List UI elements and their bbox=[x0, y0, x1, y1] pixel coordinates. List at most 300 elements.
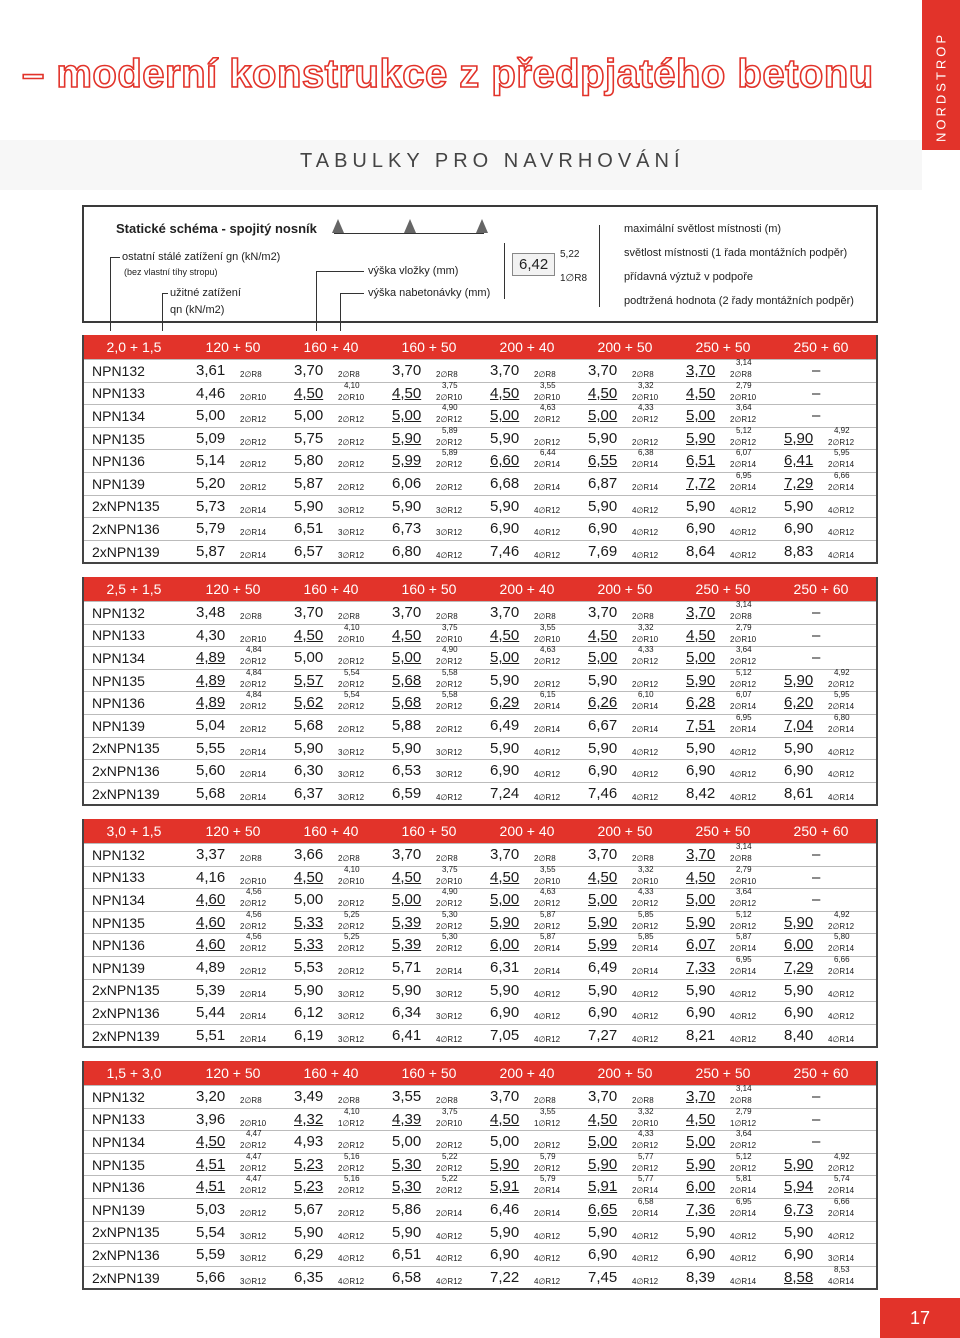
rebar-value: 2∅R12 bbox=[436, 702, 463, 712]
table-cell bbox=[576, 428, 674, 450]
rebar-value: 2∅R14 bbox=[730, 1186, 757, 1196]
panel-type: 2xNPN136 bbox=[92, 1246, 160, 1263]
span-value: 5,91 bbox=[490, 1178, 520, 1196]
span-value: 6,58 bbox=[392, 1268, 422, 1286]
max-span-value: 4,56 bbox=[246, 909, 262, 919]
span-value: 7,72 bbox=[686, 474, 716, 492]
span-value: 4,50 bbox=[588, 1110, 618, 1128]
table-cell bbox=[184, 844, 282, 866]
max-span-value: 3,14 bbox=[736, 1084, 752, 1093]
rebar-value: 2∅R10 bbox=[240, 392, 267, 402]
rebar-value: 2∅R12 bbox=[730, 415, 757, 425]
rebar-value: 3∅R12 bbox=[240, 1231, 267, 1241]
panel-type: 2xNPN135 bbox=[92, 1224, 160, 1241]
table-cell bbox=[478, 783, 576, 805]
span-value: 3,70 bbox=[686, 362, 716, 379]
rebar-value: 2∅R14 bbox=[828, 1208, 855, 1218]
span-value: 5,67 bbox=[294, 1200, 324, 1218]
max-span-value: 5,25 bbox=[344, 909, 360, 919]
panel-type: NPN136 bbox=[92, 937, 145, 954]
span-value: 3,70 bbox=[392, 846, 422, 863]
table-cell bbox=[772, 360, 870, 382]
rebar-value: 2∅R14 bbox=[828, 1186, 855, 1196]
rebar-value: 2∅R12 bbox=[730, 437, 757, 447]
span-value: 3,70 bbox=[490, 362, 520, 379]
table-cell bbox=[380, 934, 478, 956]
legend-dead-load: ostatní stálé zatížení gn (kN/m2) bbox=[122, 251, 281, 263]
max-span-value: 4,47 bbox=[246, 1174, 262, 1184]
rebar-value: 2∅R12 bbox=[436, 1141, 463, 1151]
table-cell bbox=[184, 1244, 282, 1266]
max-span-value: 5,85 bbox=[638, 932, 654, 942]
max-span-value: 3,75 bbox=[442, 864, 458, 874]
span-value: 5,90 bbox=[392, 1223, 422, 1241]
rebar-value: 2∅R12 bbox=[240, 1186, 267, 1196]
span-value: 6,90 bbox=[784, 1246, 814, 1264]
max-span-value: 3,75 bbox=[442, 1106, 458, 1116]
span-value: 5,90 bbox=[588, 981, 618, 999]
dash-value: – bbox=[812, 407, 821, 425]
table-section bbox=[82, 1061, 878, 1290]
max-span-value: 6,10 bbox=[638, 690, 654, 700]
rebar-value: 3∅R12 bbox=[338, 505, 365, 515]
legend-live-load: užitné zatížení bbox=[170, 287, 241, 299]
table-cell bbox=[380, 647, 478, 669]
max-span-value: 4,47 bbox=[246, 1151, 262, 1161]
span-value: 5,57 bbox=[294, 671, 324, 689]
span-value: 5,03 bbox=[196, 1200, 226, 1218]
panel-type: NPN139 bbox=[92, 1201, 145, 1218]
span-value: 6,06 bbox=[392, 474, 422, 492]
span-value: 6,90 bbox=[588, 520, 618, 538]
table-cell bbox=[772, 1244, 870, 1266]
span-value: 8,83 bbox=[784, 542, 814, 560]
column-header: 160 + 50 bbox=[401, 823, 457, 839]
legend-extra-rebar: přídavná výztuž v podpoře bbox=[624, 271, 754, 283]
rebar-value: 2∅R12 bbox=[730, 921, 757, 931]
span-value: 4,50 bbox=[490, 1110, 520, 1128]
table-cell bbox=[282, 380, 380, 405]
table-cell bbox=[184, 889, 282, 911]
table-cell bbox=[576, 670, 674, 692]
rebar-value: 3∅R12 bbox=[338, 770, 365, 780]
span-value: 4,89 bbox=[196, 671, 226, 689]
span-value: 6,19 bbox=[294, 1026, 324, 1044]
table-cell bbox=[380, 1002, 478, 1024]
table-cell bbox=[772, 980, 870, 1002]
table-cell bbox=[184, 667, 282, 692]
max-span-value: 5,79 bbox=[540, 1174, 556, 1184]
span-value: 6,53 bbox=[392, 762, 422, 780]
max-span-value: 4,63 bbox=[540, 403, 556, 413]
dash-value: – bbox=[812, 604, 821, 621]
table-row bbox=[84, 540, 876, 563]
table-cell bbox=[576, 909, 674, 934]
table-cell bbox=[184, 909, 282, 934]
span-value: 6,73 bbox=[784, 1200, 814, 1218]
rebar-value: 3∅R12 bbox=[436, 747, 463, 757]
table-cell bbox=[282, 1131, 380, 1153]
max-span-value: 5,81 bbox=[736, 1174, 752, 1184]
rebar-value: 2∅R12 bbox=[436, 437, 463, 447]
table-cell bbox=[772, 518, 870, 540]
span-value: 6,73 bbox=[392, 520, 422, 538]
rebar-value: 4∅R12 bbox=[534, 1231, 561, 1241]
rebar-value: 4∅R12 bbox=[730, 528, 757, 538]
span-value: 5,90 bbox=[784, 1223, 814, 1241]
rebar-value: 2∅R12 bbox=[436, 482, 463, 492]
table-cell bbox=[576, 715, 674, 737]
span-value: 5,90 bbox=[686, 981, 716, 999]
table-cell bbox=[576, 1222, 674, 1244]
table-cell bbox=[478, 738, 576, 760]
table-cell bbox=[674, 622, 772, 647]
rebar-value: 2∅R8 bbox=[338, 854, 360, 863]
table-section bbox=[82, 335, 878, 564]
span-value: 5,90 bbox=[392, 739, 422, 757]
rebar-value: 2∅R14 bbox=[240, 505, 267, 515]
table-cell bbox=[674, 667, 772, 692]
rebar-value: 4∅R12 bbox=[338, 1276, 365, 1286]
column-header: 200 + 40 bbox=[499, 339, 555, 355]
span-value: 6,46 bbox=[490, 1200, 520, 1218]
span-value: 4,39 bbox=[392, 1110, 422, 1128]
rebar-value: 4∅R12 bbox=[730, 792, 757, 802]
table-cell bbox=[576, 1002, 674, 1024]
table-cell bbox=[380, 980, 478, 1002]
table-row bbox=[84, 979, 876, 1002]
span-value: 4,50 bbox=[392, 626, 422, 644]
rebar-value: 1∅R12 bbox=[534, 1118, 561, 1128]
table-cell bbox=[380, 1086, 478, 1108]
table-cell bbox=[282, 783, 380, 805]
table-cell bbox=[674, 783, 772, 805]
rebar-value: 2∅R12 bbox=[338, 657, 365, 667]
column-header: 160 + 40 bbox=[303, 339, 359, 355]
rebar-value: 2∅R12 bbox=[436, 1186, 463, 1196]
span-value: 5,68 bbox=[196, 784, 226, 802]
max-span-value: 5,54 bbox=[344, 690, 360, 700]
table-cell bbox=[478, 844, 576, 866]
table-cell bbox=[772, 1086, 870, 1108]
rebar-value: 2∅R12 bbox=[534, 1141, 561, 1151]
rebar-value: 4∅R12 bbox=[534, 747, 561, 757]
span-value: 3,70 bbox=[686, 846, 716, 863]
table-cell bbox=[772, 783, 870, 805]
table-cell bbox=[772, 450, 870, 472]
rebar-value: 2∅R14 bbox=[240, 770, 267, 780]
rebar-value: 2∅R14 bbox=[730, 1208, 757, 1218]
max-span-value: 6,38 bbox=[638, 448, 654, 458]
span-value: 4,50 bbox=[294, 626, 324, 644]
span-value: 3,55 bbox=[392, 1088, 422, 1105]
table-cell bbox=[576, 1196, 674, 1221]
max-span-value: 2,79 bbox=[736, 1106, 752, 1116]
table-cell bbox=[380, 889, 478, 911]
table-cell bbox=[674, 380, 772, 405]
span-value: 5,59 bbox=[196, 1246, 226, 1264]
span-value: 7,36 bbox=[686, 1200, 716, 1218]
rebar-value: 3∅R12 bbox=[436, 528, 463, 538]
span-value: 5,88 bbox=[392, 716, 422, 734]
span-value: 5,62 bbox=[294, 694, 324, 712]
table-cell bbox=[478, 473, 576, 495]
rebar-value: 2∅R8 bbox=[534, 1096, 556, 1105]
span-value: 3,70 bbox=[588, 604, 618, 621]
table-cell bbox=[282, 622, 380, 647]
span-value: 4,50 bbox=[588, 384, 618, 402]
rebar-value: 2∅R8 bbox=[436, 854, 458, 863]
table-cell bbox=[674, 864, 772, 889]
max-span-value: 3,14 bbox=[736, 842, 752, 851]
span-value: 3,70 bbox=[490, 604, 520, 621]
panel-type: NPN136 bbox=[92, 695, 145, 712]
table-cell bbox=[282, 1176, 380, 1198]
column-header: 200 + 50 bbox=[597, 339, 653, 355]
column-header: 120 + 50 bbox=[205, 581, 261, 597]
span-value: 6,90 bbox=[588, 1246, 618, 1264]
rebar-value: 2∅R12 bbox=[436, 1163, 463, 1173]
column-header: 200 + 40 bbox=[499, 823, 555, 839]
table-cell bbox=[282, 518, 380, 540]
table-row bbox=[84, 782, 876, 805]
rebar-value: 2∅R14 bbox=[240, 528, 267, 538]
table-cell bbox=[478, 980, 576, 1002]
max-span-value: 4,84 bbox=[246, 645, 262, 655]
span-value: 5,90 bbox=[686, 1223, 716, 1241]
span-value: 3,70 bbox=[588, 1088, 618, 1105]
span-value: 6,90 bbox=[490, 1246, 520, 1264]
span-value: 6,20 bbox=[784, 694, 814, 712]
panel-type: 2xNPN136 bbox=[92, 520, 160, 537]
rebar-value: 2∅R14 bbox=[240, 1034, 267, 1044]
span-value: 3,70 bbox=[686, 604, 716, 621]
legend-span-one-row: světlost místnosti (1 řada montážních podpěr) bbox=[624, 247, 848, 259]
table-cell bbox=[674, 541, 772, 563]
span-value: 6,90 bbox=[686, 520, 716, 538]
rebar-value: 2∅R10 bbox=[240, 634, 267, 644]
table-cell bbox=[772, 954, 870, 979]
table-row bbox=[84, 359, 876, 382]
table-cell bbox=[576, 518, 674, 540]
rebar-value: 2∅R14 bbox=[534, 1186, 561, 1196]
table-cell bbox=[380, 602, 478, 624]
rebar-value: 2∅R14 bbox=[534, 702, 561, 712]
page-number: 17 bbox=[880, 1298, 960, 1338]
span-value: 6,90 bbox=[686, 1246, 716, 1264]
span-value: 5,90 bbox=[686, 913, 716, 931]
span-value: 4,89 bbox=[196, 694, 226, 712]
table-cell bbox=[674, 1267, 772, 1289]
table-cell bbox=[772, 867, 870, 889]
span-value: 5,90 bbox=[784, 1155, 814, 1173]
max-span-value: 5,58 bbox=[442, 690, 458, 700]
table-header bbox=[84, 819, 876, 843]
table-cell bbox=[674, 1025, 772, 1047]
table-cell bbox=[478, 647, 576, 669]
rebar-value: 2∅R12 bbox=[338, 702, 365, 712]
table-cell bbox=[576, 934, 674, 956]
span-value: 6,34 bbox=[392, 1004, 422, 1022]
span-value: 5,90 bbox=[588, 913, 618, 931]
rebar-value: 2∅R14 bbox=[436, 966, 463, 976]
span-value: 4,93 bbox=[294, 1133, 324, 1151]
max-span-value: 2,79 bbox=[736, 864, 752, 874]
panel-type: NPN132 bbox=[92, 362, 145, 379]
table-row bbox=[84, 669, 876, 692]
max-span-value: 6,95 bbox=[736, 470, 752, 480]
rebar-value: 2∅R14 bbox=[534, 1208, 561, 1218]
table-row bbox=[84, 1175, 876, 1198]
column-header: 250 + 60 bbox=[793, 581, 849, 597]
panel-type: 2xNPN135 bbox=[92, 498, 160, 515]
table-cell bbox=[184, 692, 282, 714]
table-cell bbox=[674, 1002, 772, 1024]
table-cell bbox=[282, 1025, 380, 1047]
span-value: 5,00 bbox=[490, 891, 520, 909]
rebar-value: 4∅R12 bbox=[534, 1276, 561, 1286]
table-cell bbox=[282, 889, 380, 911]
legend-line bbox=[340, 293, 364, 294]
rebar-value: 2∅R12 bbox=[240, 437, 267, 447]
rebar-value: 4∅R14 bbox=[730, 1276, 757, 1286]
span-value: 7,46 bbox=[490, 542, 520, 560]
rebar-value: 4∅R12 bbox=[828, 1012, 855, 1022]
table-cell bbox=[772, 647, 870, 669]
span-value: 4,50 bbox=[196, 1133, 226, 1151]
column-header: 250 + 60 bbox=[793, 823, 849, 839]
table-cell bbox=[184, 1025, 282, 1047]
table-cell bbox=[184, 760, 282, 782]
span-value: 3,70 bbox=[588, 362, 618, 379]
rebar-value: 4∅R14 bbox=[828, 1034, 855, 1044]
table-cell bbox=[380, 667, 478, 692]
rebar-value: 4∅R12 bbox=[828, 505, 855, 515]
dash-value: – bbox=[812, 362, 821, 379]
span-value: 3,61 bbox=[196, 362, 226, 379]
rebar-value: 2∅R10 bbox=[240, 1118, 267, 1128]
span-value: 5,73 bbox=[196, 497, 226, 515]
span-value: 5,00 bbox=[686, 1133, 716, 1151]
span-value: 5,00 bbox=[196, 407, 226, 425]
rebar-value: 4∅R12 bbox=[534, 528, 561, 538]
table-cell bbox=[772, 1151, 870, 1176]
rebar-value: 2∅R14 bbox=[828, 966, 855, 976]
support-triangle-icon bbox=[404, 219, 416, 233]
table-cell bbox=[576, 541, 674, 563]
column-header: 250 + 50 bbox=[695, 823, 751, 839]
rebar-value: 2∅R12 bbox=[338, 1186, 365, 1196]
table-cell bbox=[576, 1025, 674, 1047]
span-value: 5,90 bbox=[686, 1155, 716, 1173]
span-value: 5,90 bbox=[686, 739, 716, 757]
span-value: 5,20 bbox=[196, 474, 226, 492]
rebar-value: 2∅R10 bbox=[338, 876, 365, 886]
table-cell bbox=[478, 622, 576, 647]
rebar-value: 2∅R14 bbox=[828, 724, 855, 734]
span-value: 6,80 bbox=[392, 542, 422, 560]
table-cell bbox=[772, 1196, 870, 1221]
span-value: 5,00 bbox=[490, 649, 520, 667]
span-value: 4,60 bbox=[196, 913, 226, 931]
rebar-value: 2∅R12 bbox=[338, 415, 365, 425]
rebar-value: 2∅R10 bbox=[436, 392, 463, 402]
column-header: 250 + 50 bbox=[695, 581, 751, 597]
span-value: 5,90 bbox=[490, 497, 520, 515]
legend-topping-height: výška nabetonávky (mm) bbox=[368, 287, 491, 299]
max-span-value: 4,90 bbox=[442, 403, 458, 413]
rebar-value: 4∅R12 bbox=[632, 1231, 659, 1241]
span-value: 5,00 bbox=[294, 407, 324, 425]
table-cell bbox=[576, 622, 674, 647]
rebar-value: 2∅R10 bbox=[240, 876, 267, 886]
span-value: 4,60 bbox=[196, 891, 226, 909]
rebar-value: 4∅R12 bbox=[828, 747, 855, 757]
rebar-value: 2∅R8 bbox=[338, 370, 360, 379]
table-row bbox=[84, 888, 876, 911]
table-cell bbox=[478, 541, 576, 563]
rebar-value: 2∅R12 bbox=[240, 944, 267, 954]
table-cell bbox=[478, 450, 576, 472]
table-row bbox=[84, 624, 876, 647]
rebar-value: 4∅R12 bbox=[534, 770, 561, 780]
table-cell bbox=[772, 844, 870, 866]
column-header: 120 + 50 bbox=[205, 339, 261, 355]
max-span-value: 3,64 bbox=[736, 403, 752, 413]
table-cell bbox=[380, 380, 478, 405]
table-cell bbox=[576, 473, 674, 495]
table-cell bbox=[282, 1199, 380, 1221]
table-row bbox=[84, 1243, 876, 1266]
span-value: 3,70 bbox=[588, 846, 618, 863]
rebar-value: 2∅R12 bbox=[632, 1163, 659, 1173]
max-span-value: 3,55 bbox=[540, 380, 556, 390]
table-cell bbox=[674, 1222, 772, 1244]
span-value: 5,90 bbox=[784, 429, 814, 447]
column-header: 120 + 50 bbox=[205, 823, 261, 839]
panel-type: NPN133 bbox=[92, 627, 145, 644]
max-span-value: 6,95 bbox=[736, 954, 752, 964]
table-cell bbox=[282, 602, 380, 624]
table-cell bbox=[380, 473, 478, 495]
dash-value: – bbox=[812, 1133, 821, 1151]
table-cell bbox=[576, 1106, 674, 1131]
rebar-value: 2∅R14 bbox=[240, 747, 267, 757]
rebar-value: 2∅R12 bbox=[632, 657, 659, 667]
table-cell bbox=[674, 909, 772, 934]
rebar-value: 3∅R12 bbox=[338, 528, 365, 538]
table-cell bbox=[184, 1222, 282, 1244]
table-row bbox=[84, 1198, 876, 1221]
span-value: 3,70 bbox=[294, 604, 324, 621]
span-value: 6,29 bbox=[294, 1246, 324, 1264]
table-row bbox=[84, 759, 876, 782]
rebar-value: 4∅R12 bbox=[828, 1231, 855, 1241]
rebar-value: 2∅R14 bbox=[240, 550, 267, 560]
span-value: 3,70 bbox=[294, 362, 324, 379]
rebar-value: 2∅R14 bbox=[632, 1186, 659, 1196]
span-value: 8,64 bbox=[686, 542, 716, 560]
span-value: 5,14 bbox=[196, 452, 226, 470]
table-cell bbox=[282, 1267, 380, 1289]
span-value: 5,90 bbox=[294, 739, 324, 757]
span-value: 5,00 bbox=[392, 407, 422, 425]
table-cell bbox=[576, 760, 674, 782]
dash-value: – bbox=[812, 868, 821, 886]
max-span-value: 5,77 bbox=[638, 1174, 654, 1184]
table-cell bbox=[674, 1131, 772, 1153]
rebar-value: 3∅R12 bbox=[338, 792, 365, 802]
